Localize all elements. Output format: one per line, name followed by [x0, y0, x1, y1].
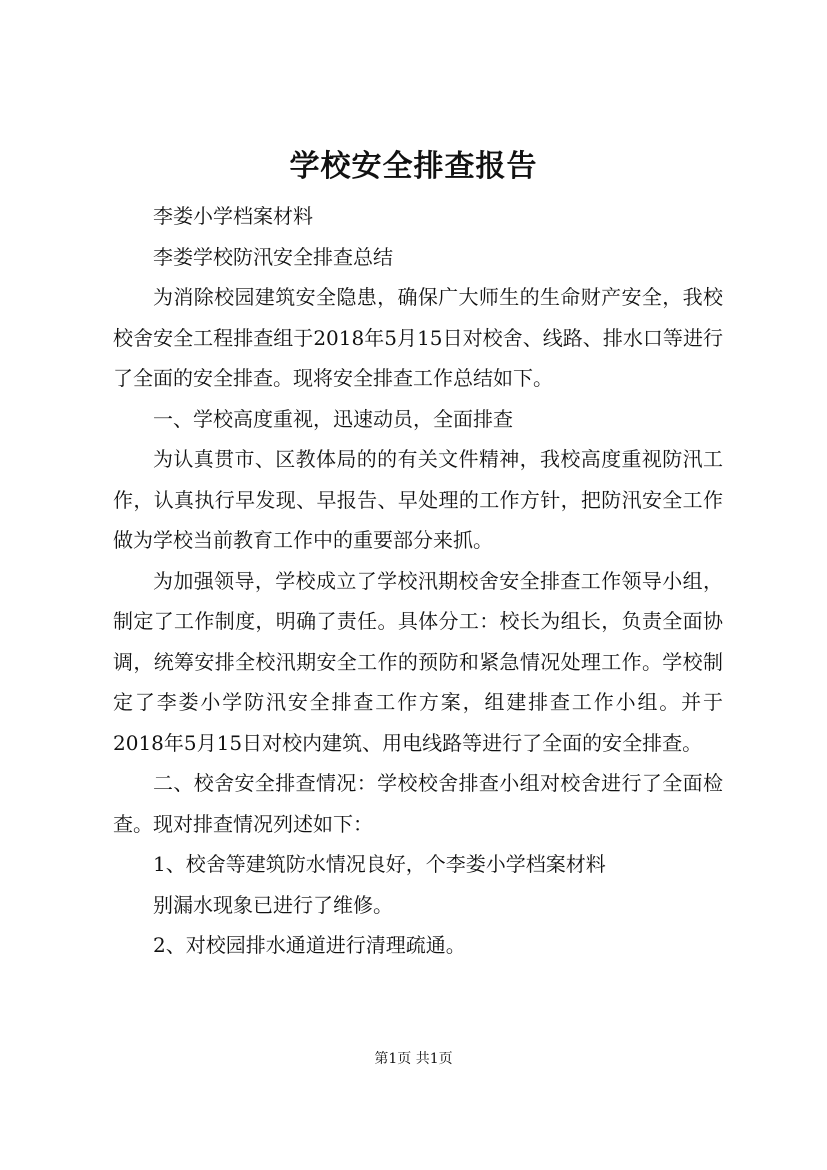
paragraph-item-1b: 别漏水现象已进行了维修。 [153, 892, 393, 917]
paragraph-section-two: 二、校舍安全排查情况：学校校舍排查小组对校舍进行了全面检查。现对排查情况列述如下： [113, 771, 723, 836]
paragraph-summary-title: 李娄学校防汛安全排查总结 [153, 244, 393, 269]
page-footer: 第1页 共1页 [374, 1051, 453, 1067]
document-title: 学校安全排查报告 [289, 149, 538, 184]
paragraph-section-one-text-1: 为认真贯市、区教体局的的有关文件精神，我校高度重视防汛工作，认真执行早发现、早报告、早处理的工作方针，把防汛安全工作做为学校当前教育工作中的重要部分来抓。 [113, 447, 723, 552]
document-body [113, 196, 723, 966]
paragraph-section-one-heading: 一、学校高度重视，迅速动员，全面排查 [153, 406, 513, 431]
paragraph-item-2: 2、对校园排水通道进行清理疏通。 [153, 933, 466, 957]
paragraph-item-1a: 1、校舍等建筑防水情况良好，个李娄小学档案材料 [153, 852, 606, 876]
paragraph-archive-label: 李娄小学档案材料 [153, 204, 313, 228]
paragraph-section-one-text-2: 为加强领导，学校成立了学校汛期校舍安全排查工作领导小组，制定了工作制度，明确了责任。具体分工：校长为组长，负责全面协调，统筹安排全校汛期安全工作的预防和紧急情况处理工作。学校制定了李娄小学防汛安全排查工作方案，组建排查工作小组。并于2018年5月15日对校内建筑、用电线路等进行了全面的安全排查。 [113, 568, 723, 755]
paragraph-intro: 为消除校园建筑安全隐患，确保广大师生的生命财产安全，我校校舍安全工程排查组于2018年5月15日对校舍、线路、排水口等进行了全面的安全排查。现将安全排查工作总结如下。 [113, 285, 723, 390]
